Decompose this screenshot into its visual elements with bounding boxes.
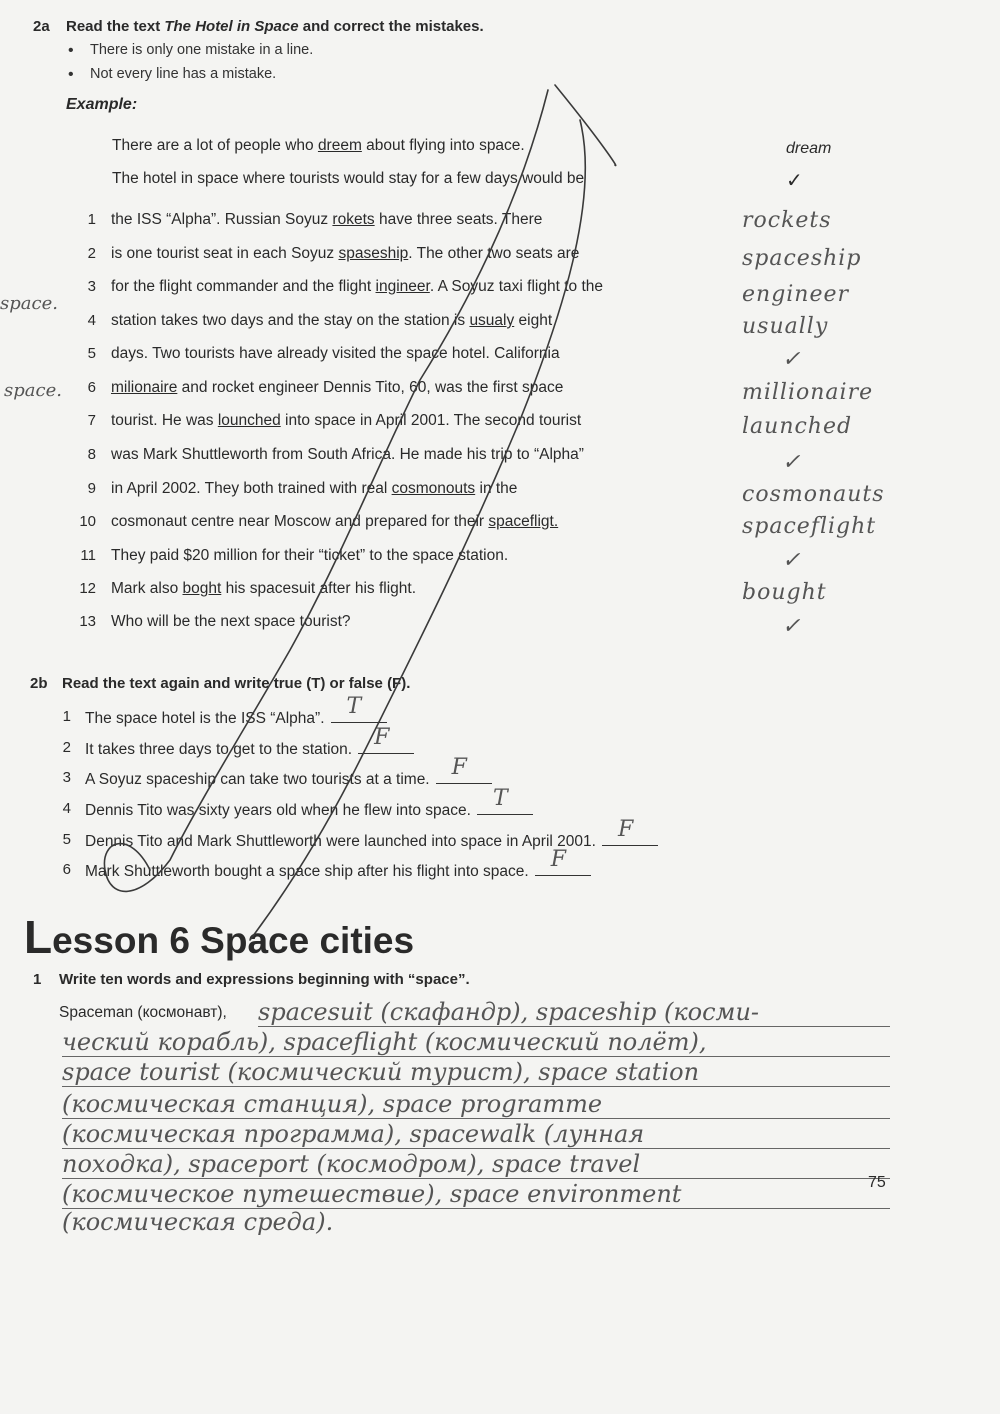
line-number: 6 — [87, 379, 96, 396]
title-italic: The Hotel in Space — [164, 18, 299, 35]
margin-note: space. — [4, 380, 62, 401]
text-line: days. Two tourists have already visited the space hotel. California — [111, 345, 560, 362]
tick-mark: ✓ — [782, 347, 801, 372]
handwritten-line: (космическая среда). — [62, 1208, 334, 1236]
line-number: 12 — [79, 580, 96, 597]
text-line: was Mark Shuttleworth from South Africa. He made his trip to “Alpha” — [111, 446, 584, 463]
statement: Dennis Tito was sixty years old when he flew into space. T — [85, 800, 533, 820]
handwritten-correction: usually — [742, 314, 829, 339]
line-number: 10 — [79, 513, 96, 530]
true-false-answer: F — [550, 847, 566, 872]
handwritten-correction: spaceship — [742, 246, 862, 271]
scribble-stroke — [104, 85, 615, 940]
line-number: 5 — [87, 345, 96, 362]
line-number: 9 — [87, 480, 96, 497]
mistake-word: lounched — [217, 412, 281, 429]
mistake-word: spacefligt. — [488, 513, 559, 530]
title-prefix: Read the text — [66, 18, 165, 35]
mistake-word: rokets — [332, 211, 375, 228]
text-line: the ISS “Alpha”. Russian Soyuz rokets have three seats. There — [111, 211, 543, 228]
handwritten-correction: millionaire — [742, 380, 874, 405]
item-number: 4 — [62, 800, 71, 817]
line-number: 8 — [87, 446, 96, 463]
mistake-word: ingineer — [375, 278, 430, 295]
handwritten-correction: rockets — [742, 208, 832, 233]
instruction-bullet: • Not every line has a mistake. — [90, 66, 276, 82]
tick-mark: ✓ — [782, 450, 801, 475]
line-number: 4 — [87, 312, 96, 329]
handwritten-line: походка), spaceport (космодром), space travel — [62, 1150, 890, 1179]
page-number: 75 — [868, 1174, 886, 1191]
text-line: station takes two days and the stay on the station is usualy eight — [111, 312, 553, 329]
handwritten-line: spacesuit (скафандр), spaceship (косми- — [258, 998, 890, 1027]
tick-mark: ✓ — [782, 614, 801, 639]
exercise-number-1: 1 — [33, 971, 42, 988]
exercise-title-2b: Read the text again and write true (T) or false (F). — [62, 675, 411, 692]
item-number: 2 — [62, 739, 71, 756]
handwritten-line: space tourist (космический турист), space station — [62, 1058, 890, 1087]
true-false-answer: T — [346, 694, 362, 719]
statement: It takes three days to get to the station. F — [85, 739, 414, 759]
text-line: for the flight commander and the flight ingineer. A Soyuz taxi flight to the — [111, 278, 603, 295]
handwritten-correction: launched — [742, 414, 853, 439]
handwritten-correction: bought — [742, 580, 827, 605]
example-line: There are a lot of people who dreem about flying into space. — [112, 137, 525, 154]
handwritten-line: (космическое путешествие), space environment — [62, 1180, 890, 1209]
true-false-answer: F — [374, 725, 390, 750]
item-number: 6 — [62, 861, 71, 878]
line-number: 13 — [79, 613, 96, 630]
mistake-word: usualy — [469, 312, 515, 329]
handwritten-line: (космическая программа), spacewalk (лунная — [62, 1120, 890, 1149]
handwritten-line: (космическая станция), space programme — [62, 1090, 890, 1119]
handwritten-line: ческий корабль), spaceflight (космический полёт), — [62, 1028, 890, 1057]
true-false-answer: F — [451, 755, 467, 780]
lesson-initial: L — [24, 911, 53, 963]
example-label: Example: — [66, 96, 138, 113]
line-number: 3 — [87, 278, 96, 295]
text-line: They paid $20 million for their “ticket” to the space station. — [111, 547, 509, 564]
text-line: is one tourist seat in each Soyuz spaseship. The other two seats are — [111, 245, 580, 262]
lesson-title-text: esson 6 Space cities — [52, 920, 415, 961]
exercise-number-2a: 2a — [33, 18, 50, 35]
instruction-bullet: • There is only one mistake in a line. — [90, 42, 313, 58]
text-line: Mark also boght his spacesuit after his flight. — [111, 580, 417, 597]
handwritten-correction: spaceflight — [742, 514, 877, 539]
handwritten-correction: engineer — [742, 282, 850, 307]
text-line: cosmonaut centre near Moscow and prepared for their spacefligt. — [111, 513, 559, 530]
handwritten-correction: cosmonauts — [742, 482, 885, 507]
item-number: 5 — [62, 831, 71, 848]
title-suffix: and correct the mistakes. — [298, 18, 484, 35]
exercise-number-2b: 2b — [30, 675, 48, 692]
statement: The space hotel is the ISS “Alpha”. T — [85, 708, 387, 728]
mistake-word: milionaire — [111, 379, 178, 396]
statement: Mark Shuttleworth bought a space ship after his flight into space. F — [85, 861, 591, 881]
exercise-1-prompt: Spaceman (космонавт), — [59, 1004, 227, 1021]
mistake-word: boght — [182, 580, 222, 597]
text-line: in April 2002. They both trained with real cosmonouts in the — [111, 480, 518, 497]
text-line: tourist. He was lounched into space in April 2001. The second tourist — [111, 412, 582, 429]
margin-note: space. — [0, 293, 58, 314]
exercise-title-1: Write ten words and expressions beginning with “space”. — [59, 971, 470, 988]
mistake-word: spaseship — [338, 245, 409, 262]
mistake-word: cosmonouts — [391, 480, 476, 497]
example-line: The hotel in space where tourists would stay for a few days would be — [112, 170, 585, 187]
mistake-word: dreem — [317, 137, 362, 154]
statement: A Soyuz spaceship can take two tourists at a time. F — [85, 769, 492, 789]
statement: Dennis Tito and Mark Shuttleworth were launched into space in April 2001. F — [85, 831, 658, 851]
tick-mark: ✓ — [786, 170, 803, 192]
item-number: 3 — [62, 769, 71, 786]
line-number: 1 — [87, 211, 96, 228]
line-number: 2 — [87, 245, 96, 262]
item-number: 1 — [62, 708, 71, 725]
line-number: 7 — [87, 412, 96, 429]
true-false-answer: F — [617, 817, 634, 842]
true-false-answer: T — [492, 786, 508, 811]
tick-mark: ✓ — [782, 548, 801, 573]
line-number: 11 — [80, 547, 96, 564]
text-line: milionaire and rocket engineer Dennis Tito, 60, was the first space — [111, 379, 564, 396]
example-answer: dream — [786, 140, 832, 157]
text-line: Who will be the next space tourist? — [111, 613, 351, 630]
